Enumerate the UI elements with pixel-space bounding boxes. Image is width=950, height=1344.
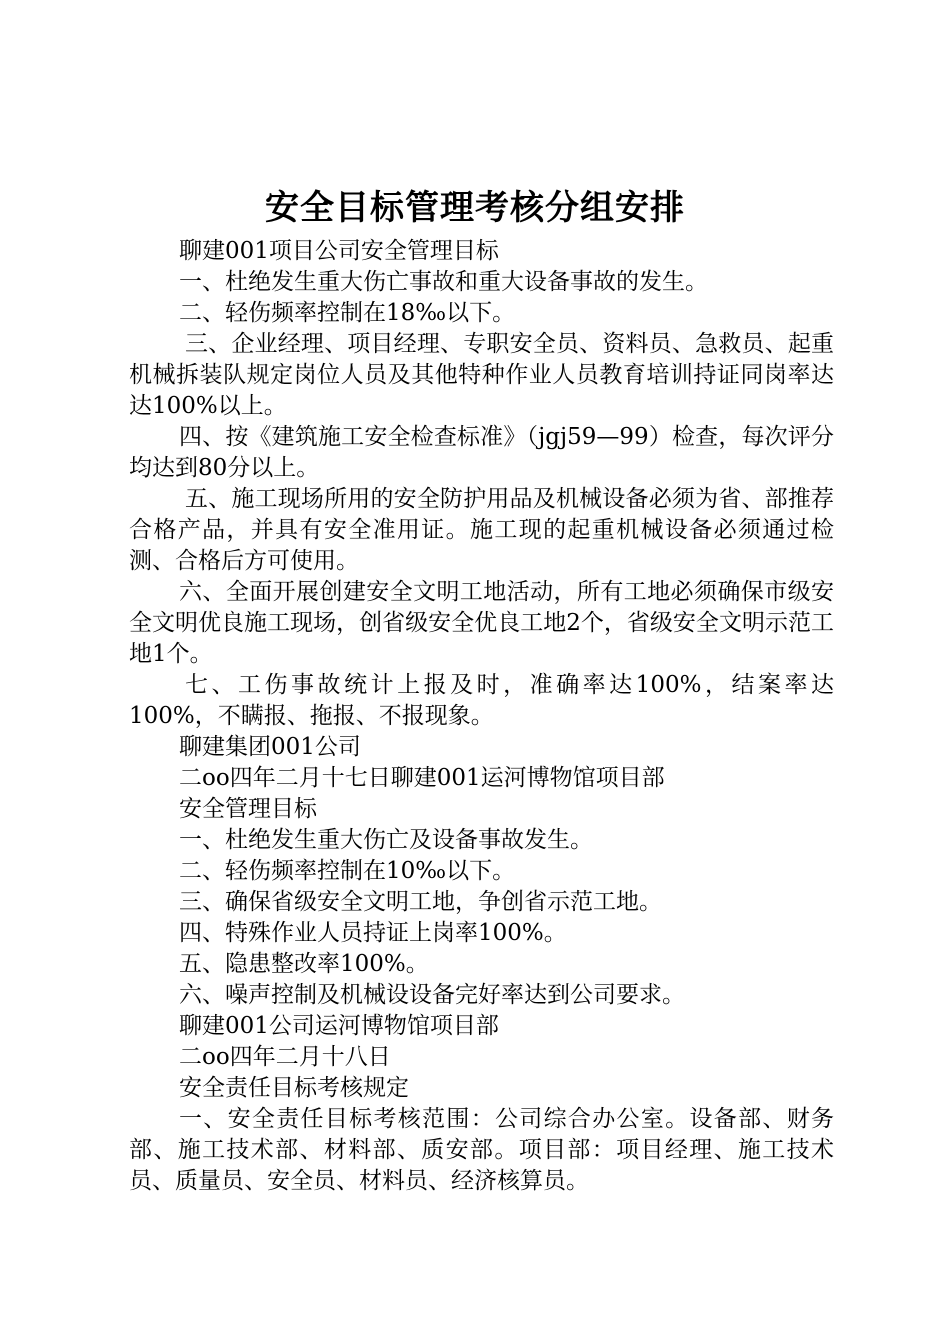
paragraph: 一、杜绝发生重大伤亡事故和重大设备事故的发生。	[179, 269, 708, 295]
paragraph: 六、全面开展创建安全文明工地活动，所有工地必须确保市级安全文明优良施工现场，创省级安全优良工地2个，省级安全文明示范工地1个。	[129, 579, 834, 667]
document-body	[129, 236, 834, 1197]
paragraph: 二oo四年二月十八日	[179, 1044, 391, 1070]
paragraph: 二、轻伤频率控制在10‰以下。	[179, 858, 516, 884]
paragraph: 一、安全责任目标考核范围：公司综合办公室。设备部、财务部、施工技术部、材料部、质安部。项目部：项目经理、施工技术员、质量员、安全员、材料员、经济核算员。	[129, 1106, 834, 1194]
paragraph: 四、按《建筑施工安全检查标准》（jgj59—99）检查，每次评分均达到80分以上。	[129, 424, 834, 481]
paragraph: 六、噪声控制及机械设设备完好率达到公司要求。	[179, 982, 685, 1008]
paragraph: 五、施工现场所用的安全防护用品及机械设备必须为省、部推荐合格产品，并具有安全准用证。施工现的起重机械设备必须通过检测、合格后方可使用。	[129, 486, 834, 574]
paragraph: 安全责任目标考核规定	[179, 1075, 409, 1101]
paragraph: 三、企业经理、项目经理、专职安全员、资料员、急救员、起重机械拆装队规定岗位人员及其他特种作业人员教育培训持证同岗率达达100%以上。	[129, 331, 834, 419]
paragraph: 安全管理目标	[179, 796, 317, 822]
paragraph: 四、特殊作业人员持证上岗率100%。	[179, 920, 567, 946]
paragraph: 三、确保省级安全文明工地，争创省示范工地。	[179, 889, 662, 915]
paragraph: 二oo四年二月十七日聊建001运河博物馆项目部	[179, 765, 665, 791]
paragraph: 五、隐患整改率100%。	[179, 951, 429, 977]
paragraph: 一、杜绝发生重大伤亡及设备事故发生。	[179, 827, 593, 853]
paragraph: 七、工伤事故统计上报及时，准确率达100%，结案率达100%，不瞒报、拖报、不报现象。	[129, 672, 834, 729]
paragraph: 二、轻伤频率控制在18‰以下。	[179, 300, 516, 326]
paragraph: 聊建001项目公司安全管理目标	[179, 238, 499, 264]
document-title: 安全目标管理考核分组安排	[265, 188, 685, 228]
paragraph: 聊建集团001公司	[179, 734, 361, 760]
paragraph: 聊建001公司运河博物馆项目部	[179, 1013, 499, 1039]
